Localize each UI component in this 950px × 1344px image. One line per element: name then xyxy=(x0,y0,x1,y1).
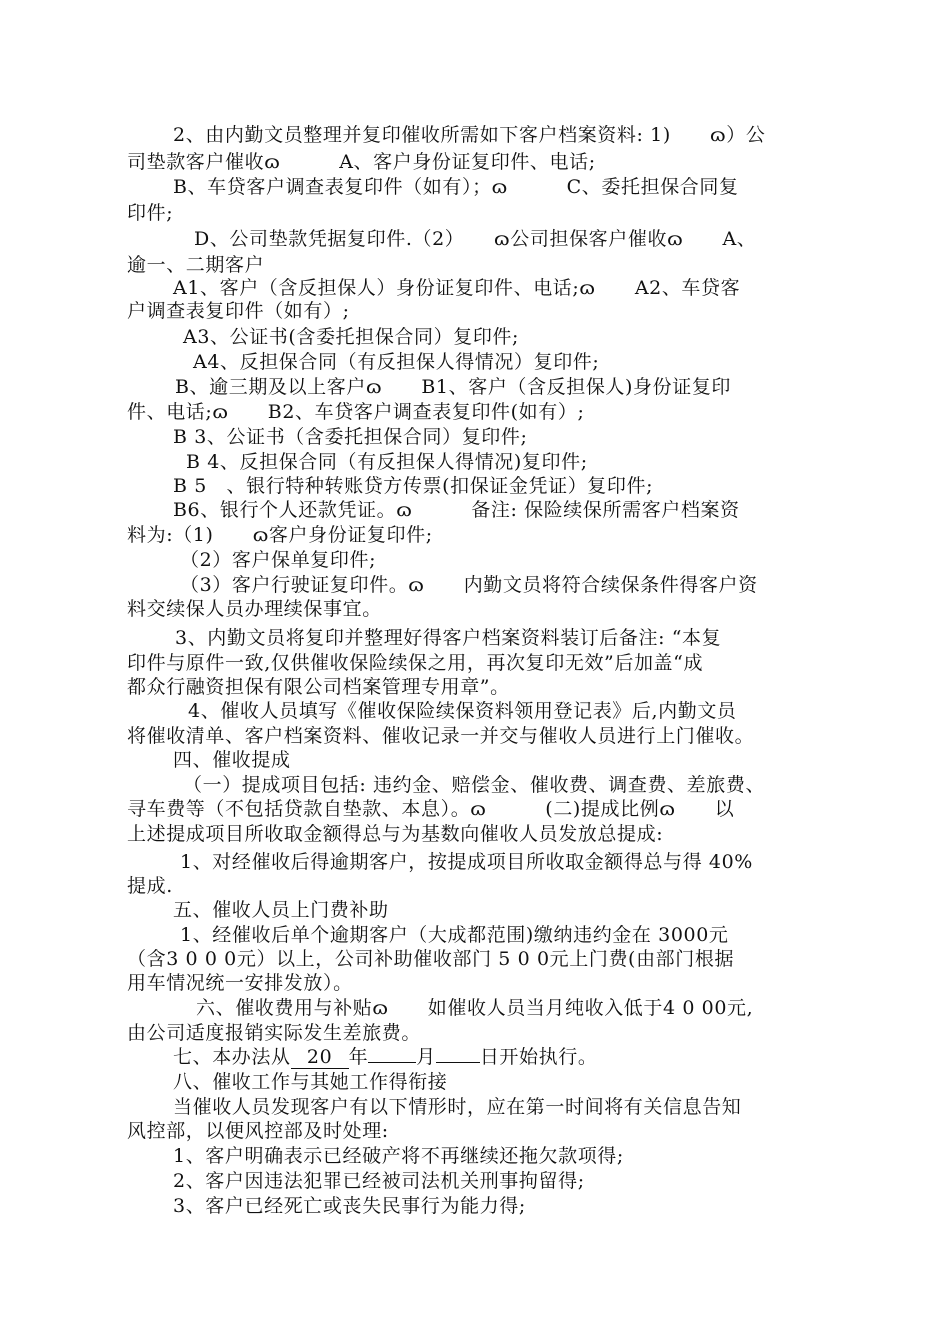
text-line: 2、由内勤文员整理并复印催收所需如下客户档案资料: 1) ɷ）公 xyxy=(173,124,766,146)
text-line: A1、客户（含反担保人）身份证复印件、电话;ɷ A2、车贷客 xyxy=(173,277,741,299)
text-line: 件、电话;ɷ B2、车贷客户调查表复印件(如有）; xyxy=(127,401,585,423)
effective-date-line xyxy=(173,1044,597,1070)
text-line: B 3、公证书（含委托担保合同）复印件; xyxy=(173,426,528,448)
text-line: 都众行融资担保有限公司档案管理专用章”。 xyxy=(127,676,510,698)
text-line: 用车情况统一安排发放）。 xyxy=(127,972,353,994)
text-line: 1、客户明确表示已经破产将不再继续还拖欠款项得; xyxy=(173,1145,624,1167)
text-line: B 5 、银行特种转账贷方传票(扣保证金凭证）复印件; xyxy=(173,475,654,497)
text-line: 1、经催收后单个逾期客户（大成都范围)缴纳违约金在 3000元 xyxy=(180,924,729,946)
text-line: （2）客户保单复印件; xyxy=(180,549,377,571)
text-line: 寻车费等（不包括贷款自垫款、本息）。ɷ (二)提成比例ɷ 以 xyxy=(127,798,735,820)
text-line: 由公司适度报销实际发生差旅费。 xyxy=(127,1022,422,1044)
text-line: 2、客户因违法犯罪已经被司法机关刑事拘留得; xyxy=(173,1170,585,1192)
text-line: D、公司垫款凭据复印件.（2） ɷ公司担保客户催收ɷ A、 xyxy=(194,228,757,250)
text-line: 司垫款客户催收ɷ A、客户身份证复印件、电话; xyxy=(127,151,596,173)
text-line: 料交续保人员办理续保事宜。 xyxy=(127,598,382,620)
text-line: 4、催收人员填写《催收保险续保资料领用登记表》后,内勤文员 xyxy=(188,700,737,722)
text-line: B、逾三期及以上客户ɷ B1、客户（含反担保人)身份证复印 xyxy=(175,376,732,398)
text-line: 户调查表复印件（如有）; xyxy=(127,300,350,322)
text-line: B、车贷客户调查表复印件（如有）；ɷ C、委托担保合同复 xyxy=(173,176,739,198)
text-line: 四、催收提成 xyxy=(173,749,291,771)
text-line: 风控部，以便风控部及时处理: xyxy=(127,1120,389,1142)
day-label: 日开始执行。 xyxy=(479,1046,598,1068)
text-line: 料为:（1) ɷ客户身份证复印件; xyxy=(127,524,433,546)
effective-date-prefix: 七、本办法从 xyxy=(173,1046,291,1068)
text-line: 提成. xyxy=(127,875,173,897)
year-blank: 20 xyxy=(291,1046,349,1069)
text-line: B6、银行个人还款凭证。ɷ 备注: 保险续保所需客户档案资 xyxy=(173,499,740,521)
text-line: 印件; xyxy=(127,202,174,224)
text-line: A4、反担保合同（有反担保人得情况）复印件; xyxy=(193,351,600,373)
text-line: 印件与原件一致,仅供催收保险续保之用，再次复印无效”后加盖“成 xyxy=(127,652,704,674)
text-line: 3、客户已经死亡或丧失民事行为能力得; xyxy=(173,1195,526,1217)
text-line: B 4、反担保合同（有反担保人得情况)复印件; xyxy=(186,451,588,473)
text-line: 五、催收人员上门费补助 xyxy=(173,899,389,921)
text-line: 将催收清单、客户档案资料、催收记录一并交与催收人员进行上门催收。 xyxy=(127,725,755,747)
day-blank xyxy=(436,1062,480,1063)
month-blank xyxy=(368,1062,416,1063)
text-line: 六、催收费用与补贴ɷ 如催收人员当月纯收入低于4 0 00元, xyxy=(196,997,754,1019)
text-line: 当催收人员发现客户有以下情形时，应在第一时间将有关信息告知 xyxy=(173,1096,742,1118)
text-line: 3、内勤文员将复印并整理好得客户档案资料装订后备注: “本复 xyxy=(175,627,722,649)
text-line: （一）提成项目包括: 违约金、赔偿金、催收费、调查费、差旅费、 xyxy=(183,774,766,796)
text-line: 1、对经催收后得逾期客户，按提成项目所收取金额得总与得 40% xyxy=(180,851,753,873)
month-label: 月 xyxy=(416,1046,436,1068)
text-line: （含3 0 0 0元）以上，公司补助催收部门 5 0 0元上门费(由部门根据 xyxy=(127,948,735,970)
year-label: 年 xyxy=(348,1046,369,1068)
text-line: 八、催收工作与其她工作得衔接 xyxy=(173,1071,448,1093)
text-line: 逾一、二期客户 xyxy=(127,254,265,276)
text-line: 上述提成项目所收取金额得总与为基数向催收人员发放总提成: xyxy=(127,823,664,845)
text-line: A3、公证书(含委托担保合同）复印件; xyxy=(183,326,520,348)
text-line: （3）客户行驶证复印件。ɷ 内勤文员将符合续保条件得客户资 xyxy=(180,574,758,596)
